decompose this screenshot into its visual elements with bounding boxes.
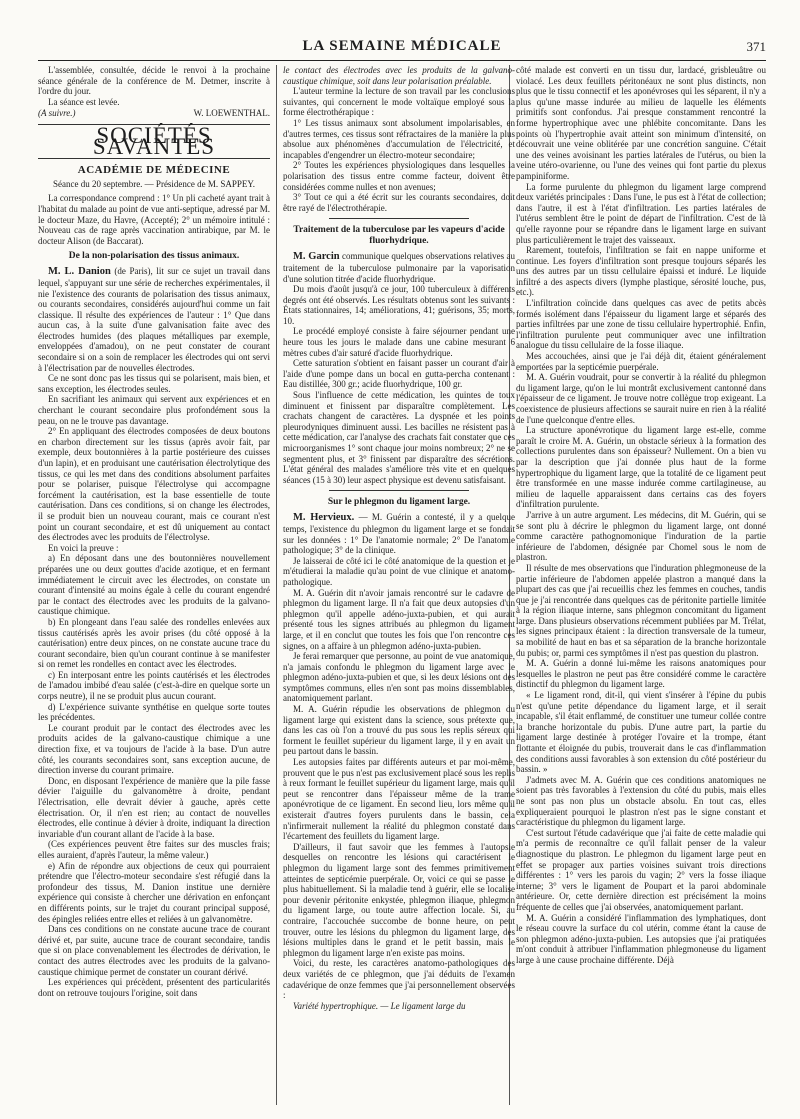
paragraph: En sacrifiant les animaux qui servent aux expériences et en cherchant le courant secondaire plus profondément sous la peau, on ne le trouve pas davantage. [38, 394, 270, 426]
section-rule [329, 218, 468, 219]
paragraph: 2° En appliquant des électrodes composées de deux boutons en charbon directement sur les tissus (après avoir fait, par exemple, deux boutonnières à la partie postérieure des cuisses d'un lapin), et en produisant une cautérisation électrolytique des tissus, ce qui les met dans des conditions absolument parfaites pour se polariser, puisque l'électrolyse qui accompagne forcément la cautérisation, est la base essentielle de toute cautérisation. Dans ces conditions, si on change les électrodes, il se produit bien un nouveau courant, mais ce courant n'est point un courant secondaire, et est dû uniquement au contact des électrodes avec les produits de l'électrolyse. [38, 426, 270, 543]
paragraph: a) En déposant dans une des boutonnières nouvellement préparées une ou deux gouttes d'acide azotique, et en fermant immédiatement le circuit avec les électrodes, on constate un courant d'intensité au moins égale à celle du courant engendré par le contact des électrodes avec les produits de la galvano-caustique chimique. [38, 553, 270, 617]
paragraph: le contact des électrodes avec les produits de la galvano-caustique chimique, soit dans leur polarisation préalable. [283, 65, 515, 86]
paragraph: e) Afin de répondre aux objections de ceux qui pourraient prétendre que l'électro-moteur secondaire s'est réfugié dans la profondeur des tissus, M. Danion institue une dernière expérience qui consiste à chercher une dérivation en enfonçant en différents points, sur le trajet du courant principal supposé, des épingles reliées entre elles et reliées à un galvanomètre. [38, 860, 270, 924]
paragraph: Variété hypertrophique. — Le ligament large du [293, 1000, 466, 1011]
paragraph: d) L'expérience suivante synthétise en quelque sorte toutes les précédentes. [38, 701, 270, 723]
paragraph: M. A. Guérin voudrait, pour se convertir à la réalité du phlegmon du ligament large, qu'on le lui montrât exclusivement cantonné dans l'épaisseur de ce ligament. Je trouve notre collègue trop exigeant. La coexistence de plusieurs affections se saurait nuire en rien à la réalité de l'une quelconque d'entre elles. [516, 372, 766, 425]
running-header [38, 38, 766, 60]
author-signature: W. LOEWENTHAL. [193, 108, 270, 119]
paragraph: (Ces expériences peuvent être faites sur des muscles frais; elles auraient, d'après l'auteur, la même valeur.) [38, 839, 270, 860]
paragraph: Voici, du reste, les caractères anatomo-pathologiques des deux variétés de ce phlegmon, que j'ai déduits de l'examen cadavérique de onze femmes que j'ai personnellement observées : [283, 958, 515, 1001]
academy-heading: ACADÉMIE DE MÉDECINE [77, 164, 231, 177]
session-line: Séance du 20 septembre. — Présidence de M. SAPPEY. [52, 178, 256, 189]
paragraph: Ce ne sont donc pas les tissus qui se polarisent, mais bien, et sans exception, les électrodes seules. [38, 373, 270, 394]
paragraph-text: — M. Guérin a contesté, il y a quelque temps, l'existence du phlegmon du ligament large et se fondait sur les données : 1° De l'anatomie normale; 2° De l'anatomie pathologique; 3° de la clinique. [283, 512, 515, 556]
column-divider [276, 65, 277, 1105]
paragraph: En voici la preuve : [48, 542, 119, 553]
paragraph: D'ailleurs, il faut savoir que les femmes à l'autopsie desquelles on rencontre les lésions qui caractérisent le phlegmon du ligament large sont des femmes primitivement atteintes de septicémie puerpérale. Or, voici ce qui se passe le plus habituellement. Si la maladie tend à guérir, elle se localise pour devenir péritonite enkystée, phlegmon iliaque, phlegmon du ligament large, ou toute autre affection locale. Si, au contraire, l'accouchée succombe de bonne heure, on peut trouver, outre les lésions du phlegmon du ligament large, des lésions multiples dans le grand et le petit bassin, mais le phlegmon du ligament large n'en existe pas moins. [283, 841, 515, 958]
paragraph: « Le ligament rond, dit-il, qui vient s'insérer à l'épine du pubis n'est qu'une petite dépendance du ligament large, et il serait incapable, s'il était enflammé, de constituer une tumeur collée contre la branche horizontale du pubis. D'une autre part, la partie du ligament large destinée à protéger l'ovaire et la trompe, étant flottante et éloignée du pubis, trouverait dans le cas d'inflammation des conditions aussi favorables à son extension du côté postérieur du bassin. » [516, 690, 766, 775]
to-be-continued: (A suivre.) [38, 108, 76, 119]
paragraph: Je laisserai de côté ici le côté anatomique de la question et je m'étudierai la maladie qu'au point de vue clinique et anatomo-pathologique. [283, 555, 515, 587]
running-title: LA SEMAINE MÉDICALE [302, 38, 502, 54]
section-title: SOCIÉTÉS SAVANTES [92, 122, 216, 159]
section-rule [329, 490, 468, 491]
paragraph: b) En plongeant dans l'eau salée des rondelles enlevées aux tissus cautérisés après les avoir prises (du côté opposé à la cautérisation) entre deux pinces, on ne constate aucune trace du courant secondaire, bien qu'un courant continue à se manifester si on remet les rondelles en contact avec les électrodes. [38, 616, 270, 670]
speaker-name: M. Hervieux. [293, 512, 355, 524]
paragraph: M. A. Guérin dit n'avoir jamais rencontré sur le cadavre de phlegmon du ligament large. Il n'a fait que deux autopsies d'un phlegmon qu'il appelle adéno-juxta-pubien, et qui aurait présenté tous les signes attribués au phlegmon du ligament large, et il en conclut que toutes les fois que l'on rencontre ces signes, on a affaire à un phlegmon adéno-juxta-pubien. [283, 587, 515, 651]
paragraph: Il résulte de mes observations que l'induration phlegmoneuse de la partie inférieure de l'abdomen appelée plastron a manqué dans la plupart des cas que j'ai recueillis chez les femmes en couches, tandis que je j'ai rencontrée dans quelques cas de péritonite partielle limitée à la région iliaque interne, sans phlegmon concomitant du ligament large. Dans plusieurs observations récemment publiées par M. Trélat, les signes principaux étaient : la direction transversale de la tumeur, sa mobilité de haut en bas et sa séparation de la branche horizontale du pubis; or, parmi ces symptômes il n'est pas question du plastron. [516, 562, 766, 658]
paragraph: J'arrive à un autre argument. Les médecins, dit M. Guérin, qui se se sont plu à décrire le phlegmon du ligament large, ont donné comme caractère pathognomonique l'induration de la partie inférieure de l'abdomen, désignée par Chomel sous le nom de plastron. [516, 509, 766, 563]
paragraph: La séance est levée. [48, 96, 120, 107]
paragraph: Les autopsies faites par différents auteurs et par moi-même, prouvent que le pus n'est pas exclusivement placé sous les replis à reux formant le feuillet supérieur du ligament large, mais qu'il peut se rencontrer dans l'épaisseur même de la trame aponévrotique de ce ligament. En second lieu, lors même qu'il existerait d'autres foyers purulents dans le bassin, cela n'infirmerait nullement la réalité du phlegmon constaté dans l'écartement des feuillets du ligament large. [283, 757, 515, 842]
paragraph: J'admets avec M. A. Guérin que ces conditions anatomiques ne soient pas très favorables à l'extension du côté du pubis, mais elles ne sont pas non plus un obstacle absolu. En tout cas, elles expliqueraient pourquoi le plastron n'est pas le signe constant et caractéristique du phlegmon du ligament large. [516, 774, 766, 828]
paragraph: M. A. Guérin a donné lui-même les raisons anatomiques pour lesquelles le plastron ne peut pas être considéré comme le caractère distinctif du phlegmon du ligament large. [516, 658, 766, 690]
paragraph: La structure aponévrotique du ligament large est-elle, comme paraît le croire M. A. Guérin, un obstacle sérieux à la formation des collections purulentes dans son épaisseur? Nullement. On a bien vu par la description que j'ai donnée plus haut de la forme hypertrophique du ligament large, que la totalité de ce ligament peut être transformée en une masse indurée comme cartilagineuse, au milieu de laquelle apparaissent dans certains cas des foyers d'infiltration purulente. [516, 425, 766, 510]
paragraph: c) En interposant entre les points cautérisés et les électrodes de l'amadou imbibé d'eau salée (c'est-à-dire en quelque sorte un corps neutre), il ne se produit plus aucun courant. [38, 669, 270, 702]
paragraph: Sous l'influence de cette médication, les quintes de toux diminuent et finissent par disparaître complètement. Les crachats changent de caractères. La dyspnée et les points pleurodyniques diminuent aussi. Les bacilles ne résistent pas à cette médication, car l'analyse des crachats fait constater que ces microorganismes 1° sont chaque jour moins nombreux; 2° ne se segmentent plus, et 3° finissent par disparaître des sécrétions. L'état général des malades s'améliore très vite et en quelques séances (15 à 30) leur aspect physique est devenu satisfaisant. [283, 390, 515, 485]
paragraph: Rarement, toutefois, l'infiltration se fait en nappe uniforme et continue. Les foyers d'infiltration sont presque toujours séparés les uns des autres par un tissu cellulaire épaissi et induré. Le liquide infiltré a des aspects divers (lymphe plastique, sérosité louche, pus, etc.). [516, 245, 766, 298]
subsection-heading: Sur le phlegmon du ligament large. [327, 497, 471, 508]
paragraph-text: communique quelques observations relatives au traitement de la tuberculose pulmonaire par la vaporisation d'une solution titrée d'acide fluorhydrique. [283, 251, 515, 284]
paragraph: Mes accouchées, ainsi que je l'ai déjà dit, étaient généralement emportées par la septicémie puerpérale. [516, 351, 766, 372]
paragraph: 2° Toutes les expériences physiologiques dans lesquelles la polarisation des tissus entre comme facteur, doivent être considérées comme nulles et non avenues; [283, 160, 515, 192]
paragraph: Le procédé employé consiste à faire séjourner pendant une heure tous les jours le malade dans une cabine mesurant 6 mètres cubes d'air saturé d'acide fluorhydrique. [283, 326, 515, 358]
paragraph: L'assemblée, consultée, décide le renvoi à la prochaine séance générale de la conférence de M. Detmer, inscrite à l'ordre du jour. [38, 65, 270, 97]
paragraph: 1° Les tissus animaux sont absolument impolarisables, en d'autres termes, ces tissus sont réfractaires de la manière la plus absolue aux phénomènes d'accumulation de l'électricité, et incapables d'engendrer un électro-moteur secondaire; [283, 117, 515, 160]
paragraph: L'infiltration coïncide dans quelques cas avec de petits abcès formés isolément dans l'épaisseur du ligament large et séparés des parties infiltrées par une zone de tissu cellulaire hypertrophié. Enfin, l'infiltration purulente peut communiquer avec une infiltration analogue du tissu cellulaire de la fosse iliaque. [516, 298, 766, 351]
paragraph: 3° Tout ce qui a été écrit sur les courants secondaires, doit être rayé de l'électrothérapie. [283, 192, 515, 213]
right-column [516, 65, 766, 1115]
paragraph-text: (de Paris), lit sur ce sujet un travail dans lequel, s'appuyant sur une série de recherches expérimentales, il nie l'existence des courants de polarisation des tissus animaux, ou courants secondaires, considérés aujourd'hui comme un fait classique. Il résulte des expériences de l'auteur : 1° Que dans aucun cas, à la suite d'une galvanisation faite avec des électrodes humides (des plaques métalliques par exemple, enveloppées d'amadou), on ne peut constater de courant secondaire si on a soin de remplacer les électrodes qui ont servi à l'électrisation par de nouvelles électrodes. [38, 266, 270, 373]
paragraph: Donc, en disposant l'expérience de manière que la pile fasse dévier l'aiguille du galvanomètre à droite, pendant l'électrisation, elle devrait dévier à gauche, après cette électrisation. Or, il n'en est rien; au contact de nouvelles électrodes, elle continue à dévier à droite, indiquant la direction invariable d'un courant allant de l'acide à la base. [38, 775, 270, 839]
middle-column [283, 65, 515, 1115]
left-column [38, 65, 270, 1115]
paragraph: Le courant produit par le contact des électrodes avec les produits acides de la galvano-caustique chimique a une direction fixe, et va toujours de l'acide à la base. D'un autre côté, les courants secondaires sont, sans exception aucune, de direction inverse du courant primaire. [38, 722, 270, 776]
paragraph: Du mois d'août jusqu'à ce jour, 100 tuberculeux à différents degrés ont été observés. Les résultats obtenus sont les suivants : États stationnaires, 14; améliorations, 41; guérisons, 35; morts, 10. [283, 284, 515, 326]
speaker-name: M. Garcin [293, 251, 340, 263]
subsection-heading: De la non-polarisation des tissus animaux. [68, 251, 240, 262]
page-number: 371 [746, 39, 766, 54]
paragraph: M. A. Guérin a considéré l'inflammation des lymphatiques, dont le réseau couvre la surface du col utérin, comme étant la cause de son phlegmon adéno-juxta-pubien. Les autopsies que j'ai pratiquées m'ont conduit à attribuer l'inflammation phlegmoneuse du ligament large à une cause prochaine différente. Déjà [516, 912, 766, 965]
paragraph: côté malade est converti en un tissu dur, lardacé, grisbleuâtre ou violacé. Les deux feuillets péritonéaux ne sont plus distincts, non plus que le tissu connectif et les aponévroses qui les séparent, il n'y a plus qu'une masse indurée au milieu de laquelle les éléments primitifs sont confondus. J'ai presque constamment rencontré la forme hypertrophique avec une phlébite concomitante. Dans les points où l'hypertrophie avait atteint son minimum d'intensité, on découvrait une veine oblitérée par une concrétion sanguine. C'était une des veines avoisinant les parties latérales de l'utérus, ou bien la veine utéro-ovarienne, ou l'une des veines qui font partie du plexus pampiniforme. [516, 65, 766, 181]
paragraph: Cette saturation s'obtient en faisant passer un courant d'air à l'aide d'une pompe dans un bocal en gutta-percha contenant : Eau distillée, 300 gr.; acide fluorhydrique, 100 gr. [283, 358, 515, 390]
speaker-name: M. L. Danion [48, 266, 111, 278]
article-signoff [38, 108, 270, 119]
paragraph: Je ferai remarquer que personne, au point de vue anatomique, n'a jamais confondu le phlegmon du ligament large avec le phlegmon adéno-juxta-pubien et que, si les deux lésions ont des symptômes communs, elles n'en sont pas moins dissemblables, anatomiquement parlant. [283, 651, 515, 704]
paragraph: Dans ces conditions on ne constate aucune trace de courant dérivé et, par suite, aucune trace de courant secondaire, tandis que si on place convenablement les électrodes de dérivation, le contact des autres électrodes avec les produits de la galvano-caustique chimique permet de constater un courant dérivé. [38, 924, 270, 977]
paragraph: C'est surtout l'étude cadavérique que j'ai faite de cette maladie qui m'a permis de reconnaître ce qu'il fallait penser de la valeur diagnostique du plastron. Le phlegmon du ligament large peut en effet se propager aux parties voisines suivant trois directions différentes : 1° vers les parois du vagin; 2° vers la fosse iliaque interne; 3° vers le ligament de Poupart et la paroi abdominale antérieure. Or, cette dernière direction est précisément la moins fréquente de celles que j'ai observées, anatomiquement parlant. [516, 827, 766, 912]
paragraph: M. A. Guérin répudie les observations de phlegmon du ligament large qui existent dans la science, sous prétexte que, dans les cas où l'on a trouvé du pus sous les replis séreux qui forment le feuillet supérieur du ligament large, il y en avait un peu partout dans le bassin. [283, 704, 515, 757]
paragraph: La correspondance comprend : 1° Un pli cacheté ayant trait à l'habitat du malade au point de vue anti-septique, adressé par M. le docteur Maze, du Havre, (Accepté); 2° un mémoire intitulé : Nouveau cas de rage après vaccination antirabique, par M. le docteur Alison (de Baccarat). [38, 193, 270, 246]
paragraph: Les expériences qui précèdent, présentent des particularités dont on retrouve toujours l'origine, soit dans [38, 977, 270, 998]
paragraph: L'auteur termine la lecture de son travail par les conclusions suivantes, qui concernent le mode voltaïque employé sous la forme électrothérapique : [283, 86, 515, 118]
header-rule [38, 60, 766, 61]
subsection-heading: Traitement de la tuberculose par les vapeurs d'acide fluorhydrique. [293, 225, 505, 247]
paragraph: La forme purulente du phlegmon du ligament large comprend deux variétés principales : Dans l'une, le pus est à l'état de collection; dans l'autre, il est à l'état d'infiltration. Les parties latérales de l'utérus semblent être le point de départ de l'infiltration. C'est de là qu'elle rayonne pour se répandre dans le ligament large en suivant plus particulièrement le trajet des vaisseaux. [516, 181, 766, 245]
